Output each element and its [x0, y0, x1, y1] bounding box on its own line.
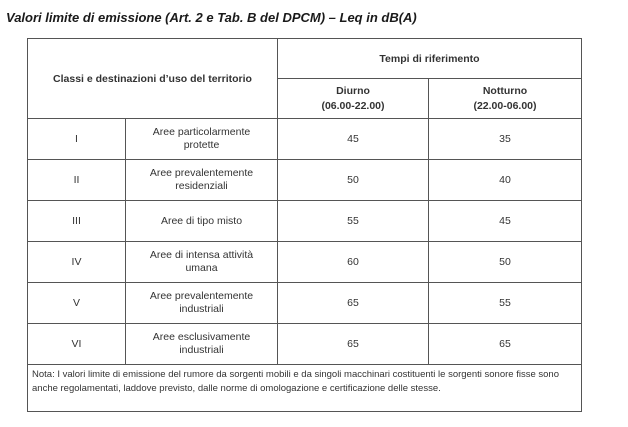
diurno-label: Diurno	[336, 84, 370, 97]
diurno-cell: 55	[278, 201, 429, 242]
descrizione-cell: Aree prevalentemente residenziali	[126, 160, 278, 201]
notturno-cell: 45	[429, 201, 582, 242]
table-row	[28, 283, 582, 324]
descrizione-cell: Aree di intensa attività umana	[126, 242, 278, 283]
classe-cell: I	[28, 119, 126, 160]
classe-cell: V	[28, 283, 126, 324]
notturno-cell: 65	[429, 324, 582, 365]
header-classi: Classi e destinazioni d’uso del territorio	[28, 39, 278, 119]
notturno-cell: 35	[429, 119, 582, 160]
classe-cell: II	[28, 160, 126, 201]
descrizione-cell: Aree particolarmente protette	[126, 119, 278, 160]
emission-limits-table	[27, 38, 582, 412]
table-row	[28, 242, 582, 283]
header-tempi: Tempi di riferimento	[278, 39, 582, 79]
notturno-cell: 40	[429, 160, 582, 201]
header-diurno	[278, 79, 429, 119]
header-notturno	[429, 79, 582, 119]
table-row	[28, 324, 582, 365]
diurno-cell: 65	[278, 283, 429, 324]
classe-cell: VI	[28, 324, 126, 365]
descrizione-cell: Aree di tipo misto	[126, 201, 278, 242]
diurno-cell: 60	[278, 242, 429, 283]
notturno-cell: 50	[429, 242, 582, 283]
diurno-cell: 45	[278, 119, 429, 160]
classe-cell: III	[28, 201, 126, 242]
notturno-label: Notturno	[482, 84, 528, 97]
notturno-range: (22.00-06.00)	[473, 99, 537, 112]
table-title: Valori limite di emissione (Art. 2 e Tab. B del DPCM) – Leq in dB(A)	[6, 10, 417, 25]
table-row	[28, 201, 582, 242]
descrizione-cell: Aree esclusivamente industriali	[126, 324, 278, 365]
table-note: Nota: I valori limite di emissione del rumore da sorgenti mobili e da singoli macchinari costituenti le sorgenti sonore fisse sono anche regolamentati, laddove previsto, dalle norme di omologazione e certificazione delle stesse.	[28, 365, 582, 412]
diurno-range: (06.00-22.00)	[321, 99, 385, 112]
table-row	[28, 119, 582, 160]
classe-cell: IV	[28, 242, 126, 283]
table-row	[28, 160, 582, 201]
diurno-cell: 65	[278, 324, 429, 365]
notturno-cell: 55	[429, 283, 582, 324]
diurno-cell: 50	[278, 160, 429, 201]
descrizione-cell: Aree prevalentemente industriali	[126, 283, 278, 324]
